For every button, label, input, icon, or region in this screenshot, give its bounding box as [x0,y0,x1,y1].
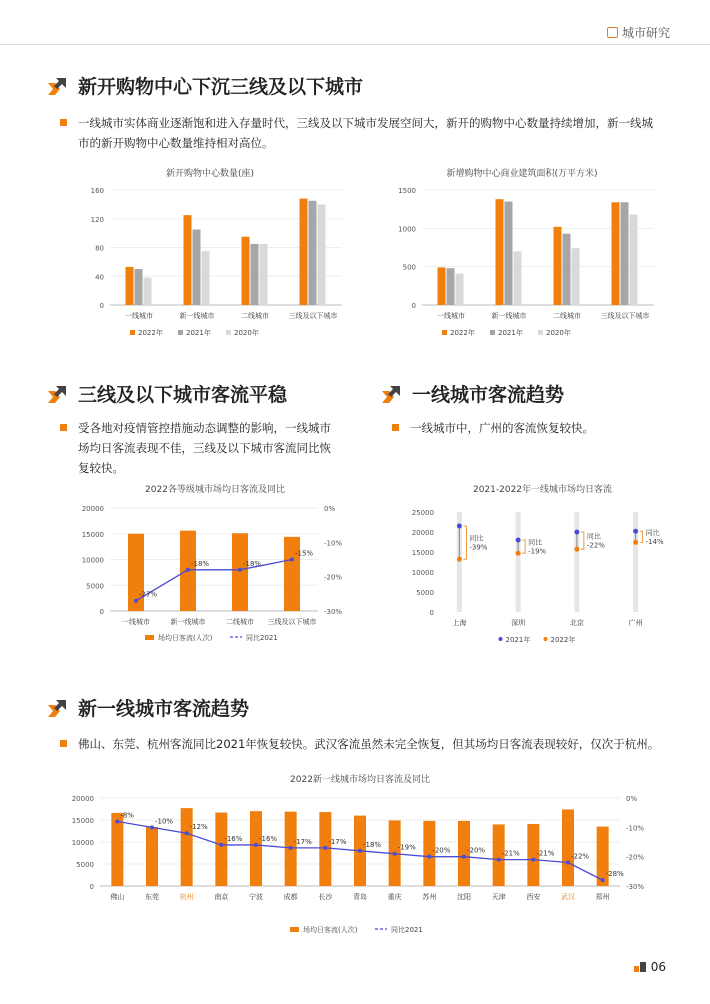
y2-tick-label: 0% [324,505,336,513]
bar [111,813,123,886]
y-tick-label: 120 [90,215,104,224]
chart-title: 2021-2022年一线城市场均日客流 [472,485,613,495]
x-tick-label: 郑州 [595,893,610,901]
data-label: -19% [397,843,416,852]
line-point [150,825,154,829]
legend-swatch [499,637,503,641]
legend-label: 2022年 [550,636,576,644]
y-tick-label: 10000 [71,839,94,847]
legend-swatch [130,330,135,335]
bar-2022年 [612,202,620,305]
y-tick-label: 0 [99,302,104,310]
legend-swatch [226,330,231,335]
bar-2021年 [309,201,317,305]
bracket [522,540,525,553]
y-tick-label: 80 [95,244,104,253]
x-tick-label: 南京 [214,893,229,901]
bar-2022年 [554,227,562,305]
x-tick-label: 三线及以下城市 [267,618,317,626]
bracket [581,532,584,549]
legend-label: 2021年 [505,636,531,644]
page-mark-icon [634,962,646,972]
chart-new-mall-count [70,160,350,345]
y-tick-label: 20000 [411,529,434,537]
section-title-4 [46,694,249,721]
data-label: -20% [467,846,486,855]
chart-title: 2022各等级城市场均日客流及同比 [145,485,285,495]
section-title-text: 新一线城市客流趋势 [78,698,250,720]
bar-2022年 [300,199,308,305]
y2-tick-label: -10% [626,824,645,833]
section-title-text: 新开购物中心下沉三线及以下城市 [78,76,364,98]
bar [181,808,193,886]
bar-2022年 [126,267,134,305]
section-title-2 [46,380,287,407]
point-2022 [633,540,638,545]
y-tick-label: 20000 [81,505,104,513]
section-title-text: 三线及以下城市客流平稳 [78,384,288,406]
x-tick-label: 一线城市 [122,618,150,626]
y-tick-label: 15000 [71,817,94,825]
arrow-icon [380,383,402,405]
arrow-icon [46,383,68,405]
y-tick-label: 0 [411,302,416,310]
x-tick-label: 上海 [452,619,467,627]
data-label: 同比 [586,532,601,541]
data-label: -18% [243,559,262,568]
y-tick-label: 15000 [81,530,104,539]
y-tick-label: 10000 [81,556,104,565]
y-tick-label: 5000 [76,861,94,869]
legend-swatch [490,330,495,335]
section-title-text: 一线城市客流趋势 [412,384,565,406]
data-label: -17% [328,837,347,846]
bar-2022年 [184,215,192,305]
bar-2021年 [447,268,455,305]
arrow-icon [46,697,68,719]
x-tick-label: 新一线城市 [491,312,527,320]
x-tick-label: 深圳 [511,619,526,627]
arrow-icon [46,75,68,97]
line-point [531,858,535,862]
data-label: -21% [536,849,555,858]
line-point [134,599,138,603]
section-label-text: 城市研究 [621,26,670,40]
x-tick-label: 一线城市 [437,312,465,320]
y2-tick-label: -20% [324,573,343,582]
line-point [115,819,119,823]
chart-title: 新开购物中心数量(座) [165,169,255,179]
line-point [254,843,258,847]
point-2022 [457,557,462,562]
line-point [185,831,189,835]
x-tick-label: 东莞 [145,893,159,901]
bar-2021年 [193,230,201,305]
x-tick-label: 二线城市 [241,312,269,320]
point-2021 [574,530,579,535]
point-2021 [516,538,521,543]
x-tick-label: 一线城市 [125,312,153,320]
x-tick-label: 西安 [526,893,541,901]
bar-2020年 [318,204,326,305]
line-point [462,855,466,859]
x-tick-label: 青岛 [353,893,367,901]
x-tick-label: 北京 [569,619,584,627]
x-tick-label: 二线城市 [553,312,581,320]
data-label: -20% [432,846,451,855]
y-tick-label: 0 [429,609,434,617]
line-point [393,852,397,856]
data-label: 同比 [528,538,543,547]
x-tick-label: 二线城市 [226,618,254,626]
section-bullet-3: 一线城市中，广州的客流恢复较快。 [392,418,682,438]
line-point [497,858,501,862]
bar-2022年 [438,267,446,305]
legend-label: 2022年 [450,329,475,337]
bar-2020年 [260,244,268,305]
data-label: 同比 [469,534,484,543]
page-number [634,960,666,974]
bar-2021年 [135,269,143,305]
x-tick-label: 广州 [628,619,643,627]
bar-2020年 [202,251,210,305]
bar [232,533,248,611]
x-tick-label: 天津 [491,893,506,901]
bracket [640,531,643,542]
y-tick-label: 10000 [411,569,434,577]
line-point [601,878,605,882]
chart-new-tier1-traffic [60,768,660,943]
bar-2020年 [514,251,522,305]
bar-2020年 [572,248,580,305]
legend-swatch [544,637,548,641]
point-2022 [516,551,521,556]
x-tick-label: 武汉 [561,893,575,901]
line-point [186,568,190,572]
data-label: -16% [224,834,243,843]
y-tick-label: 40 [95,273,104,282]
bar [146,827,158,886]
y2-tick-label: -20% [626,853,645,862]
section-bullet-1: 一线城市实体商业逐渐饱和进入存量时代，三线及以下城市发展空间大，新开的购物中心数量持续增加，新一线城市的新开购物中心数量维持相对高位。 [60,113,660,153]
data-label: -8% [120,811,134,820]
line-series [136,560,292,601]
data-label: -21% [501,849,520,858]
y-tick-label: 1500 [398,187,416,195]
bar-2021年 [621,202,629,305]
y-tick-label: 160 [90,187,104,195]
data-label: -12% [189,823,208,832]
bar-2022年 [242,237,250,305]
line-point [323,846,327,850]
y-tick-label: 5000 [86,582,104,591]
point-2022 [574,547,579,552]
section-title-1 [46,72,363,99]
y-tick-label: 500 [402,263,416,272]
y-tick-label: 0 [99,608,104,616]
y2-tick-label: -30% [626,883,645,891]
legend-swatch [145,635,154,640]
x-tick-label: 沈阳 [457,893,471,901]
chart-title: 2022新一线城市场均日客流及同比 [290,775,430,785]
x-tick-label: 三线及以下城市 [600,312,650,320]
legend-label: 场均日客流(人次) [158,634,213,642]
bar-2022年 [496,199,504,305]
data-label: -27% [139,590,158,599]
track-bar [516,512,521,612]
legend-label: 场均日客流(人次) [303,926,358,934]
legend-label: 2020年 [234,329,259,337]
chart-new-mall-area [382,160,662,345]
y-tick-label: 25000 [411,509,434,517]
bar-2021年 [563,234,571,305]
legend-swatch [538,330,543,335]
point-2021 [633,529,638,534]
section-label [607,24,670,41]
legend-label: 2022年 [138,329,163,337]
section-bullet-4: 佛山、东莞、杭州客流同比2021年恢复较快。武汉客流虽然未完全恢复，但其场均日客流表现较好，仅次于杭州。 [60,734,690,754]
chart-tier1-traffic [400,478,685,653]
x-tick-label: 佛山 [110,893,125,901]
legend-label: 同比2021 [391,926,423,934]
x-tick-label: 新一线城市 [170,618,206,626]
line-point [289,846,293,850]
data-label: -10% [155,817,174,826]
legend-swatch [178,330,183,335]
x-tick-label: 成都 [283,893,298,901]
legend-swatch [442,330,447,335]
line-point [238,568,242,572]
bar-2020年 [456,274,464,305]
y-tick-label: 20000 [71,795,94,803]
x-tick-label: 重庆 [387,893,402,901]
data-label: -18% [363,840,382,849]
data-label: -28% [605,870,624,879]
page-number-text: 06 [650,960,666,974]
x-tick-label: 新一线城市 [179,312,215,320]
data-label: -18% [191,559,210,568]
bar [562,809,574,886]
point-2021 [457,524,462,529]
bar-2021年 [505,202,513,306]
x-tick-label: 杭州 [179,893,194,901]
track-bar [633,512,638,612]
bar [215,813,227,886]
x-tick-label: 宁波 [249,893,263,901]
x-tick-label: 三线及以下城市 [288,312,338,320]
data-label: -39% [469,543,488,552]
x-tick-label: 长沙 [318,893,333,901]
bar [250,811,262,886]
data-label: -19% [528,547,547,556]
data-label: -22% [586,541,605,550]
data-label: -22% [571,852,590,861]
line-point [566,861,570,865]
data-label: -14% [645,537,664,546]
x-tick-label: 苏州 [422,893,437,901]
bar-2020年 [630,215,638,305]
data-label: -16% [259,834,278,843]
y2-tick-label: 0% [626,795,638,803]
building-icon [607,27,618,38]
bracket [463,526,466,559]
y-tick-label: 1000 [398,225,416,234]
y-tick-label: 0 [89,883,94,891]
chart-tier-traffic [70,478,360,653]
data-label: -17% [293,837,312,846]
y-tick-label: 15000 [411,549,434,557]
track-bar [574,512,579,612]
line-point [427,855,431,859]
chart-title: 新增购物中心商业建筑面积(万平方米) [446,169,598,179]
line-point [290,558,294,562]
data-label: 同比 [645,528,660,537]
legend-label: 2020年 [546,329,571,337]
data-label: -15% [295,549,314,558]
section-title-3 [380,380,564,407]
line-point [219,843,223,847]
legend-label: 2021年 [498,329,523,337]
bar-2021年 [251,244,259,305]
legend-swatch [290,927,299,932]
bar [284,537,300,611]
line-point [358,849,362,853]
legend-label: 同比2021 [246,634,278,642]
y-tick-label: 5000 [416,589,434,597]
y2-tick-label: -10% [324,539,343,548]
bar-2020年 [144,278,152,305]
section-bullet-2: 受各地对疫情管控措施动态调整的影响，一线城市场均日客流表现不佳，三线及以下城市客流同比恢复较快。 [60,418,335,478]
y2-tick-label: -30% [324,608,343,616]
header-divider [0,44,710,45]
legend-label: 2021年 [186,329,211,337]
